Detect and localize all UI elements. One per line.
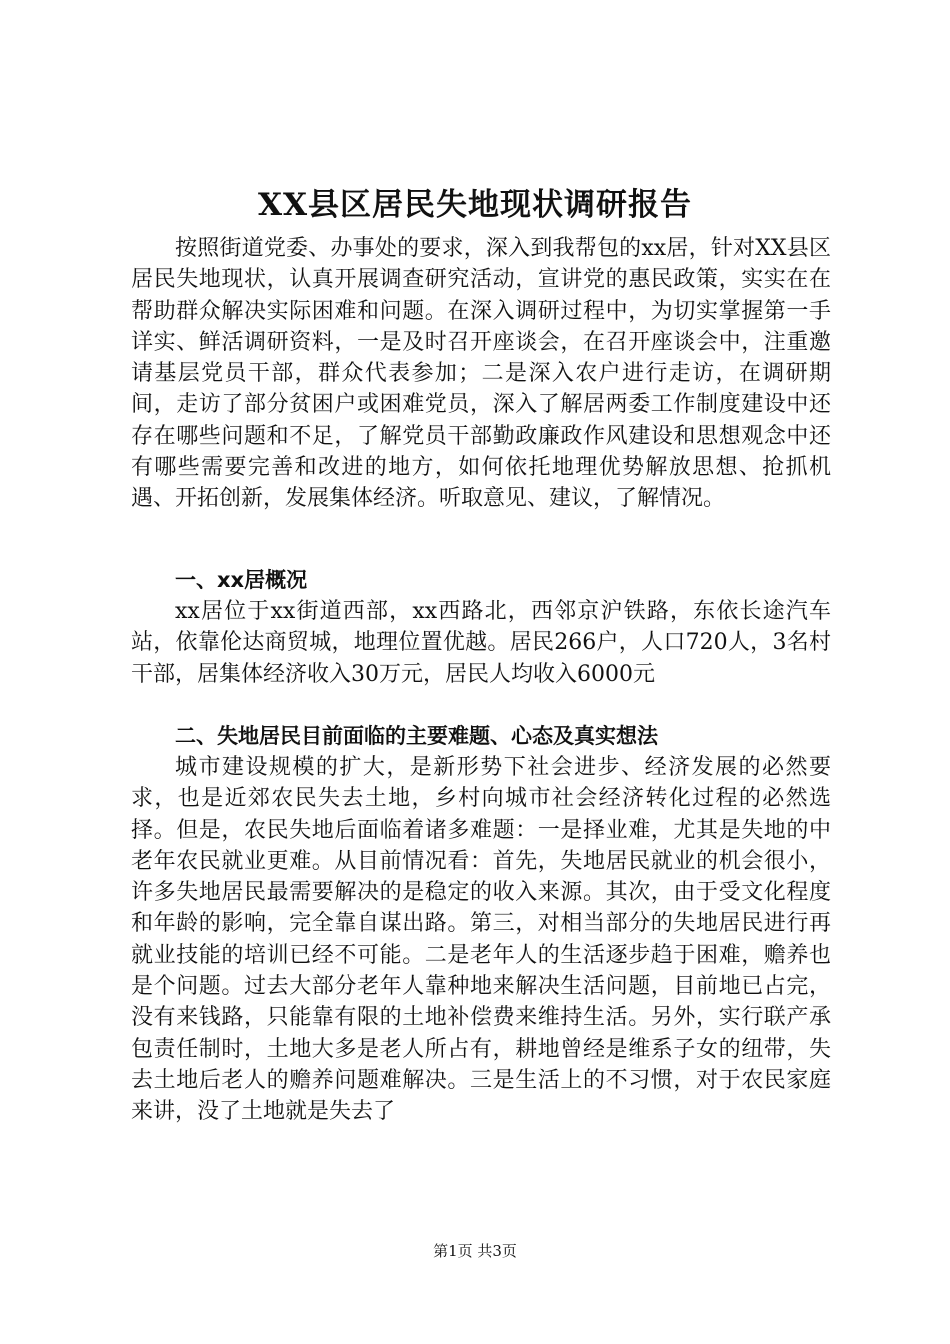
page-footer: 第1页 共3页 [433,1242,517,1260]
intro-paragraph: 按照街道党委、办事处的要求，深入到我帮包的xx居，针对XX县区居民失地现状，认真开展调查研究活动，宣讲党的惠民政策，实实在在帮助群众解决实际困难和问题。在深入调研过程中，为切实掌握第一手详实、鲜活调研资料，一是及时召开座谈会，在召开座谈会中，注重邀请基层党员干部，群众代表参加；二是深入农户进行走访，在调研期间，走访了部分贫困户或困难党员，深入了解居两委工作制度建设中还存在哪些问题和不足，了解党员干部勤政廉政作风建设和思想观念中还有哪些需要完善和改进的地方，如何依托地理优势解放思想、抢抓机遇、开拓创新，发展集体经济。听取意见、建议，了解情况。 [131,236,831,512]
document-title: XX县区居民失地现状调研报告 [257,187,693,223]
section-2-paragraph: 城市建设规模的扩大，是新形势下社会进步、经济发展的必然要求，也是近郊农民失去土地，乡村向城市社会经济转化过程的必然选择。但是，农民失地后面临着诸多难题：一是择业难，尤其是失地的中老年农民就业更难。从目前情况看：首先，失地居民就业的机会很小，许多失地居民最需要解决的是稳定的收入来源。其次，由于受文化程度和年龄的影响，完全靠自谋出路。第三，对相当部分的失地居民进行再就业技能的培训已经不可能。二是老年人的生活逐步趋于困难，赡养也是个问题。过去大部分老年人靠种地来解决生活问题，目前地已占完，没有来钱路，只能靠有限的土地补偿费来维持生活。另外，实行联产承包责任制时，土地大多是老人所占有，耕地曾经是维系子女的纽带，失去土地后老人的赡养问题难解决。三是生活上的不习惯，对于农民家庭来讲，没了土地就是失去了 [131,755,831,1125]
section-1-paragraph: xx居位于xx街道西部，xx西路北，西邻京沪铁路，东依长途汽车站，依靠伦达商贸城，地理位置优越。居民266户，人口720人，3名村干部，居集体经济收入30万元，居民人均收入6000元 [131,599,831,687]
section-2-heading: 二、失地居民目前面临的主要难题、心态及真实想法 [175,724,658,748]
section-1-body [131,596,831,690]
intro-paragraph-block [131,233,831,515]
section-1-heading: 一、xx居概况 [175,568,308,592]
section-2-body [131,752,831,1128]
